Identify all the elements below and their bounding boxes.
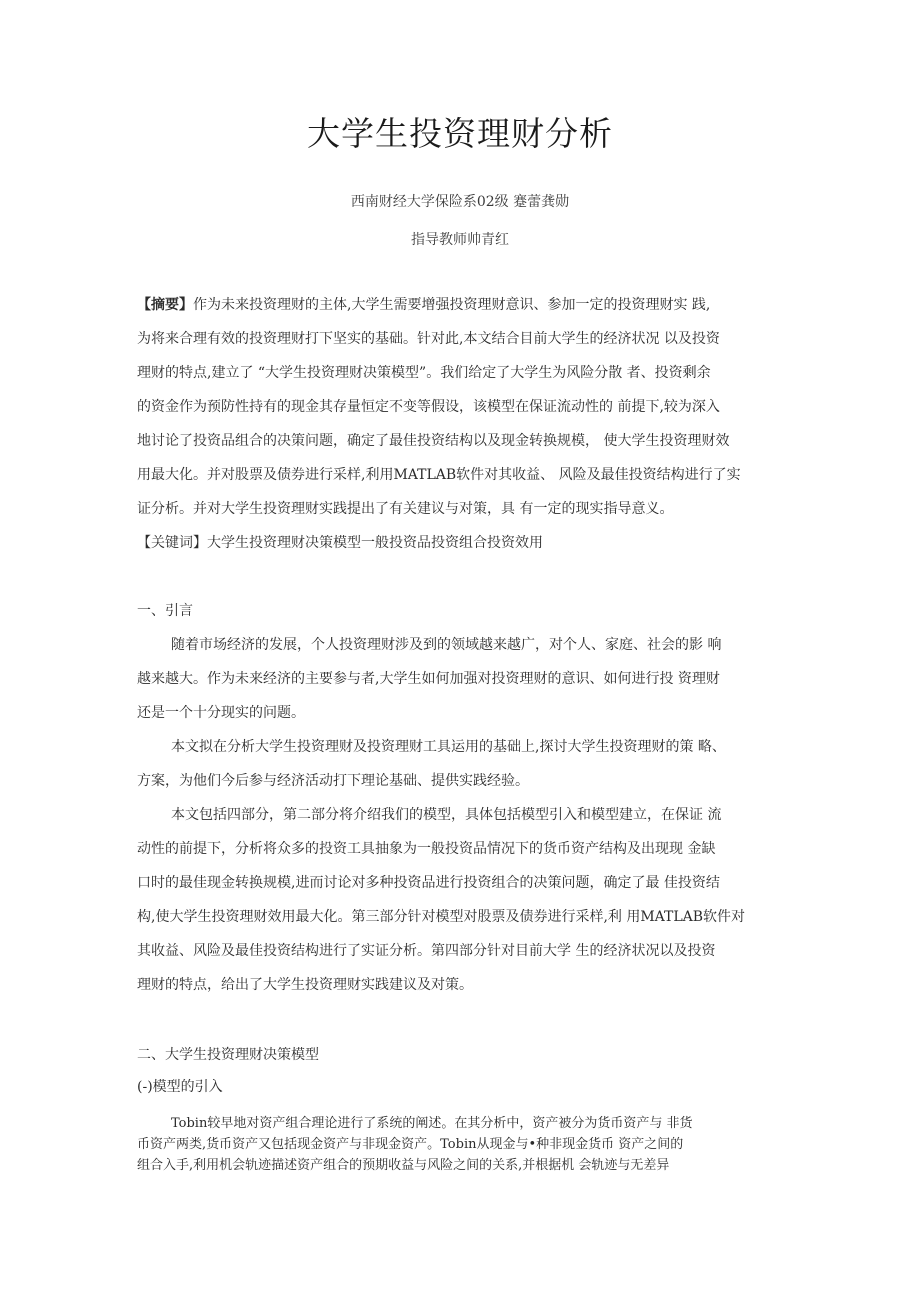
abstract-line: 用最大化。并对股票及债券进行采样,利用MATLAB软件对其收益、 风险及最佳投资结构进行了实 xyxy=(137,467,741,483)
subsection-heading: (-)模型的引入 xyxy=(137,1079,223,1095)
paragraph-line: Tobin较早地对资产组合理论进行了系统的阐述。在其分析中，资产被分为货币资产与 非货 xyxy=(171,1116,693,1131)
section-model-body xyxy=(137,1113,787,1176)
paragraph-line: 理财的特点，给出了大学生投资理财实践建议及对策。 xyxy=(137,977,473,993)
abstract-line: 的资金作为预防性持有的现金其存量恒定不变等假设，该模型在保证流动性的 前提下,较为深入 xyxy=(137,399,720,415)
keywords-text: 大学生投资理财决策模型一般投资品投资组合投资效用 xyxy=(207,535,543,551)
paragraph-line: 方案，为他们今后参与经济活动打下理论基础、提供实践经验。 xyxy=(137,773,529,789)
section-heading-model: 二、大学生投资理财决策模型 xyxy=(137,1047,319,1063)
paragraph-line: 本文拟在分析大学生投资理财及投资理财工具运用的基础上,探讨大学生投资理财的策 略、 xyxy=(171,739,726,755)
abstract-block xyxy=(137,288,787,560)
paragraph-line: 越来越大。作为未来经济的主要参与者,大学生如何加强对投资理财的意识、如何进行投 资理财 xyxy=(137,671,720,687)
abstract-line: 证分析。并对大学生投资理财实践提出了有关建议与对策，具 有一定的现实指导意义。 xyxy=(137,501,674,517)
keywords-line xyxy=(137,526,787,560)
paragraph-line: 币资产两类,货币资产又包括现金资产与非现金资产。Tobin从现金与•种非现金货币 资产之间的 xyxy=(137,1137,684,1152)
paragraph-line: 本文包括四部分，第二部分将介绍我们的模型，具体包括模型引入和模型建立，在保证 流 xyxy=(171,807,722,823)
abstract-line: 理财的特点,建立了 “大学生投资理财决策模型”。我们给定了大学生为风险分散 者、投资剩余 xyxy=(137,365,711,381)
abstract-label: 【摘要】 xyxy=(137,297,193,313)
paragraph-line: 动性的前提下，分析将众多的投资工具抽象为一般投资品情况下的货币资产结构及出现现 金缺 xyxy=(137,841,716,857)
paper-title: 大学生投资理财分析 xyxy=(307,114,613,153)
abstract-line: 【摘要】作为未来投资理财的主体,大学生需要增强投资理财意识、参加一定的投资理财实 践, xyxy=(137,297,711,313)
paragraph-line: 其收益、风险及最佳投资结构进行了实证分析。第四部分针对目前大学 生的经济状况以及投资 xyxy=(137,943,716,959)
abstract-line: 为将来合理有效的投资理财打下坚实的基础。针对此,本文结合目前大学生的经济状况 以及投资 xyxy=(137,331,720,347)
paragraph-line: 口时的最佳现金转换规模,进而讨论对多种投资品进行投资组合的决策问题，确定了最 佳投资结 xyxy=(137,875,720,891)
paragraph-line: 随着市场经济的发展，个人投资理财涉及到的领域越来越广，对个人、家庭、社会的影 响 xyxy=(171,637,722,653)
abstract-line: 地讨论了投资品组合的决策问题，确定了最佳投资结构以及现金转换规模， 使大学生投资理财效 xyxy=(137,433,730,449)
keywords-label: 【关键词】 xyxy=(137,535,207,551)
paragraph-line: 还是一个十分现实的问题。 xyxy=(137,705,305,721)
section-heading-intro: 一、引言 xyxy=(137,603,193,619)
section-intro-body xyxy=(137,628,787,1002)
advisor-line: 指导教师帅青红 xyxy=(411,232,509,248)
author-line: 西南财经大学保险系02级 蹇蕾龚勋 xyxy=(350,194,570,210)
paragraph-line: 构,使大学生投资理财效用最大化。第三部分针对模型对股票及债券进行采样,利 用MATLAB软件对 xyxy=(137,909,746,925)
paragraph-line: 组合入手,利用机会轨迹描述资产组合的预期收益与风险之间的关系,并根据机 会轨迹与无差异 xyxy=(137,1158,670,1173)
